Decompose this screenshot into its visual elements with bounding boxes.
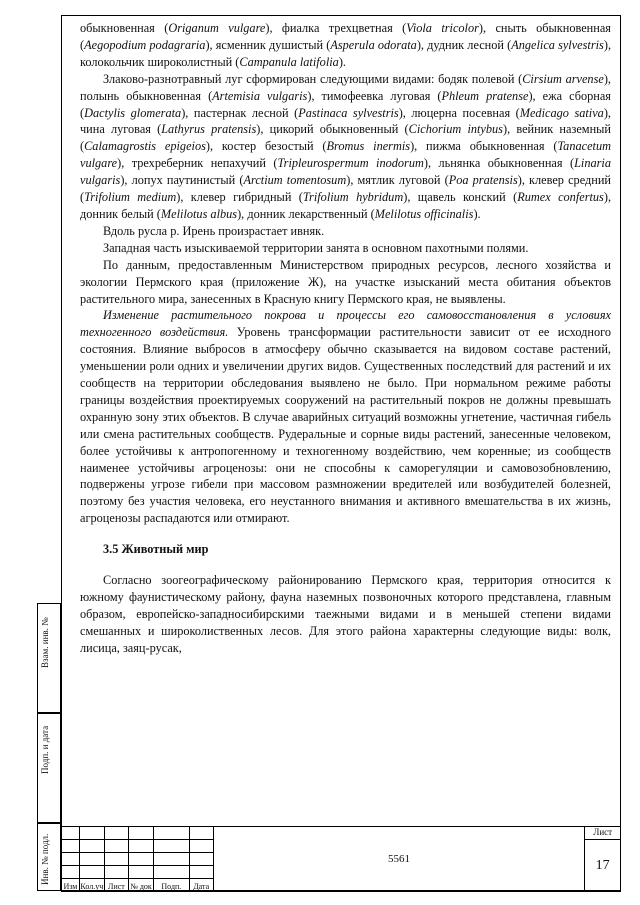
italic-span: Artemisia vulgaris	[212, 88, 308, 103]
text-span: ), пижма обыкновенная (	[410, 139, 558, 154]
side-label-podp: Подп. и дата	[40, 725, 50, 774]
text-span: ), льнянка обыкновенная (	[423, 156, 575, 171]
col-list: Лист	[104, 879, 128, 892]
side-label-inv: Инв. № подл.	[40, 833, 50, 885]
text-span: Уровень трансформации растительности зависит от ее исходного состояния. Влияние выбросов в атмосферу обычно сказывается на видовом составе растений, уменьшении роли одних и увеличении других видов. Существенных последствий для растений и их сообществ на территории обследования выявлено не было. При нормальном режиме работы границы воздействия проектируемых сооружений на растительный покров не должны превышать охранную зону этих объектов. В случае аварийных ситуаций возможны угнетение, частичная гибель или смена растительных сообществ. Рудеральные и сорные виды растений, занесенные человеком, более устойчивы к антропогенному и техногенному воздействию, чем коренные; из сообществ наименее устойчивы агроценозы: они не способны к саморегуляции и самовозобновлению, подвержены угрозе гибели при массовом размножении вредителей или возбудителей болезней, поэтому без участия человека, его неустанного внимания и активного вмешательства в их жизнь, агроценозы распадаются или отмирают.	[80, 325, 611, 526]
text-span: ), лопух паутинистый (	[120, 173, 244, 188]
section-heading: 3.5 Животный мир	[103, 542, 209, 557]
text-span: ), трехреберник непахучий (	[117, 156, 278, 171]
body-paragraph	[80, 20, 611, 71]
text-span: ), вейник наземный (	[80, 122, 611, 154]
italic-span: Phleum pratense	[441, 88, 529, 103]
body-paragraph	[80, 307, 611, 527]
text-span: ), мятлик луговой (	[346, 173, 449, 188]
italic-span: Cichorium intybus	[408, 122, 503, 137]
col-izm: Изм	[62, 879, 80, 892]
italic-span: Melilotus officinalis	[374, 206, 474, 221]
col-data: Дата	[189, 879, 213, 892]
title-block	[61, 826, 621, 892]
italic-span: Trifolium medium	[84, 190, 177, 205]
sheet-label: Лист	[585, 827, 621, 840]
text-span: ), цикорий обыкновенный (	[256, 122, 409, 137]
italic-span: Lathyrus pratensis	[161, 122, 257, 137]
side-label-vzam: Взам. инв. №	[40, 617, 50, 668]
italic-span: Rumex confertus	[517, 190, 604, 205]
italic-span: Medicago sativa	[519, 105, 604, 120]
text-span: ), полынь обыкновенная (	[80, 71, 611, 103]
text-span: Западная часть изыскиваемой территории занята в основном пахотными полями.	[103, 240, 529, 255]
italic-span: Tanacetum vulgare	[80, 139, 611, 171]
italic-span: Calamagrostis epigeios	[84, 139, 206, 154]
text-span: ), люцерна посевная (	[398, 105, 520, 120]
text-span: ), пастернак лесной (	[181, 105, 299, 120]
italic-span: Aegopodium podagraria	[84, 37, 206, 52]
text-span: ), клевер гибридный (	[176, 190, 303, 205]
body-paragraph	[80, 71, 611, 223]
col-kol-uch: Кол.уч	[79, 879, 104, 892]
text-span: ), ежа сборная (	[80, 88, 611, 120]
body-paragraph	[80, 223, 611, 240]
italic-span: Изменение растительного покрова и процессы его самовосстановления в условиях техногенного воздействия.	[80, 308, 611, 340]
text-span: ).	[338, 54, 346, 69]
text-span: ).	[473, 206, 481, 221]
italic-span: Dactylis glomerata	[84, 105, 182, 120]
italic-span: Poa pratensis	[448, 173, 518, 188]
italic-span: Linaria vulgaris	[80, 156, 611, 188]
body-paragraph	[80, 240, 611, 257]
italic-span: Asperula odorata	[330, 37, 417, 52]
italic-span: Angelica sylvestris	[511, 37, 604, 52]
body-paragraph	[80, 257, 611, 308]
italic-span: Bromus inermis	[326, 139, 411, 154]
italic-span: Campanula latifolia	[239, 54, 339, 69]
text-span: ), костер безостый (	[205, 139, 327, 154]
text-span: По данным, предоставленным Министерством природных ресурсов, лесного хозяйства и экологии Пермского края (приложение Ж), на участке изысканий места обитания объектов растительного мира, занесенных в Красную книгу Пермского края, не выявлены.	[80, 257, 611, 306]
italic-span: Cirsium arvense	[522, 71, 604, 86]
italic-span: Melilotus albus	[160, 206, 238, 221]
text-span: обыкновенная (	[80, 21, 169, 35]
italic-span: Origanum vulgare	[168, 21, 266, 35]
sheet-number: 17	[585, 840, 621, 892]
text-span: ), тимофеевка луговая (	[307, 88, 442, 103]
document-body	[80, 20, 611, 657]
text-span: ), клевер средний (	[80, 173, 611, 205]
text-span: Злаково-разнотравный луг сформирован следующими видами: бодяк полевой (	[103, 71, 523, 86]
text-span: ), ясменник душистый (	[205, 37, 331, 52]
text-span: ), дудник лесной (	[416, 37, 512, 52]
text-span: ), донник лекарственный (	[237, 206, 375, 221]
italic-span: Arctium tomentosum	[243, 173, 347, 188]
italic-span: Viola tricolor	[406, 21, 479, 35]
text-span: ), донник белый (	[80, 190, 612, 221]
italic-span: Trifolium hybridum	[302, 190, 404, 205]
italic-span: Tripleurospermum inodorum	[277, 156, 424, 171]
text-span: ), щавель конский (	[403, 190, 518, 205]
italic-span: Pastinaca sylvestris	[298, 105, 399, 120]
text-span: Вдоль русла р. Ирень произрастает ивняк.	[103, 223, 325, 238]
body-paragraph: Согласно зоогеографическому районированию Пермского края, территория относится к южному фаунистическому району, фауна наземных позвоночных которого представлена, главным образом, европейско-западносибирскими таежными видами и в меньшей степени видами смешанных и широколиственных лесов. Для этого района характерны следующие виды: волк, лисица, заяц-русак,	[80, 573, 611, 655]
text-span: ), фиалка трехцветная (	[265, 21, 407, 35]
text-span: ), колокольчик широколистный (	[80, 37, 612, 69]
text-span: ), чина луговая (	[80, 105, 611, 137]
doc-number: 5561	[213, 827, 585, 892]
col-doc: № док	[128, 879, 153, 892]
text-span: ), сныть обыкновенная (	[80, 21, 611, 52]
col-podp: Подп.	[154, 879, 190, 892]
